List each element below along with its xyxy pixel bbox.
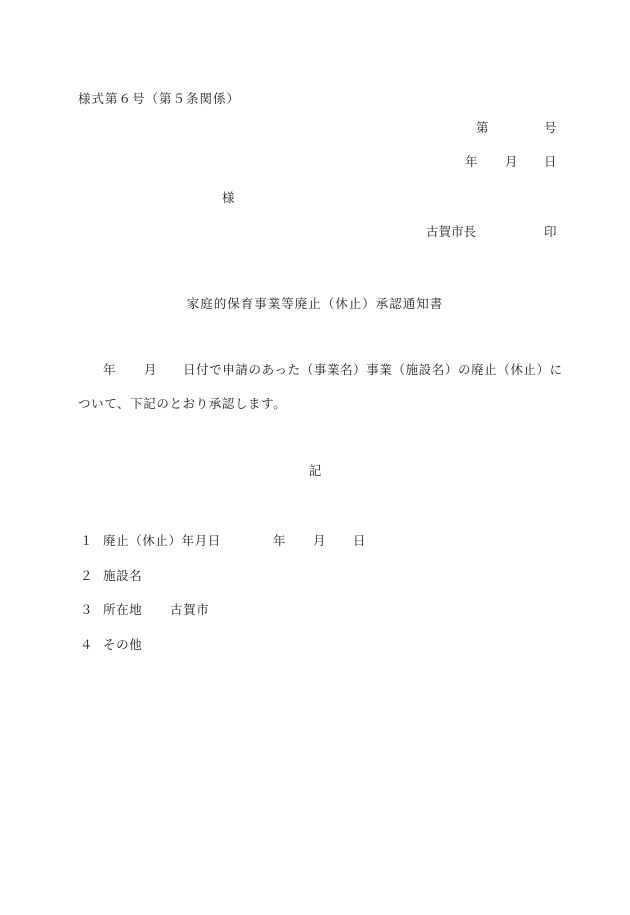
item-label: 廃止（休止）年月日: [103, 533, 221, 548]
item-date-day: 日: [353, 533, 366, 548]
item-label: 施設名: [103, 568, 143, 583]
body-date-year: 年: [103, 362, 116, 377]
item-date-year: 年: [273, 533, 286, 548]
item-label: その他: [103, 637, 143, 652]
reference-number-prefix: 第: [476, 120, 489, 135]
item-date-month: 月: [313, 533, 326, 548]
item-number: ２: [80, 568, 93, 583]
item-location-value: 古賀市: [170, 602, 210, 617]
issue-date-year: 年: [465, 154, 478, 169]
issuer-name: 古賀市長: [426, 224, 477, 239]
issue-date-day: 日: [544, 154, 557, 169]
item-number: １: [80, 533, 93, 548]
reference-number-suffix: 号: [544, 120, 557, 135]
body-text-line-2: ついて、下記のとおり承認します。: [78, 396, 287, 411]
body-date-month: 月: [144, 362, 157, 377]
form-number: 様式第６号（第５条関係）: [78, 91, 241, 106]
document-title: 家庭的保育事業等廃止（休止）承認通知書: [186, 296, 444, 311]
issue-date-month: 月: [505, 154, 518, 169]
body-text-line-1: 日付で申請のあった（事業名）事業（施設名）の廃止（休止）に: [183, 362, 563, 377]
addressee-honorific: 様: [222, 190, 235, 205]
item-number: ４: [80, 637, 93, 652]
item-label: 所在地: [103, 602, 143, 617]
item-number: ３: [80, 602, 93, 617]
issuer-seal-mark: 印: [544, 224, 557, 239]
ki-heading: 記: [308, 463, 322, 478]
